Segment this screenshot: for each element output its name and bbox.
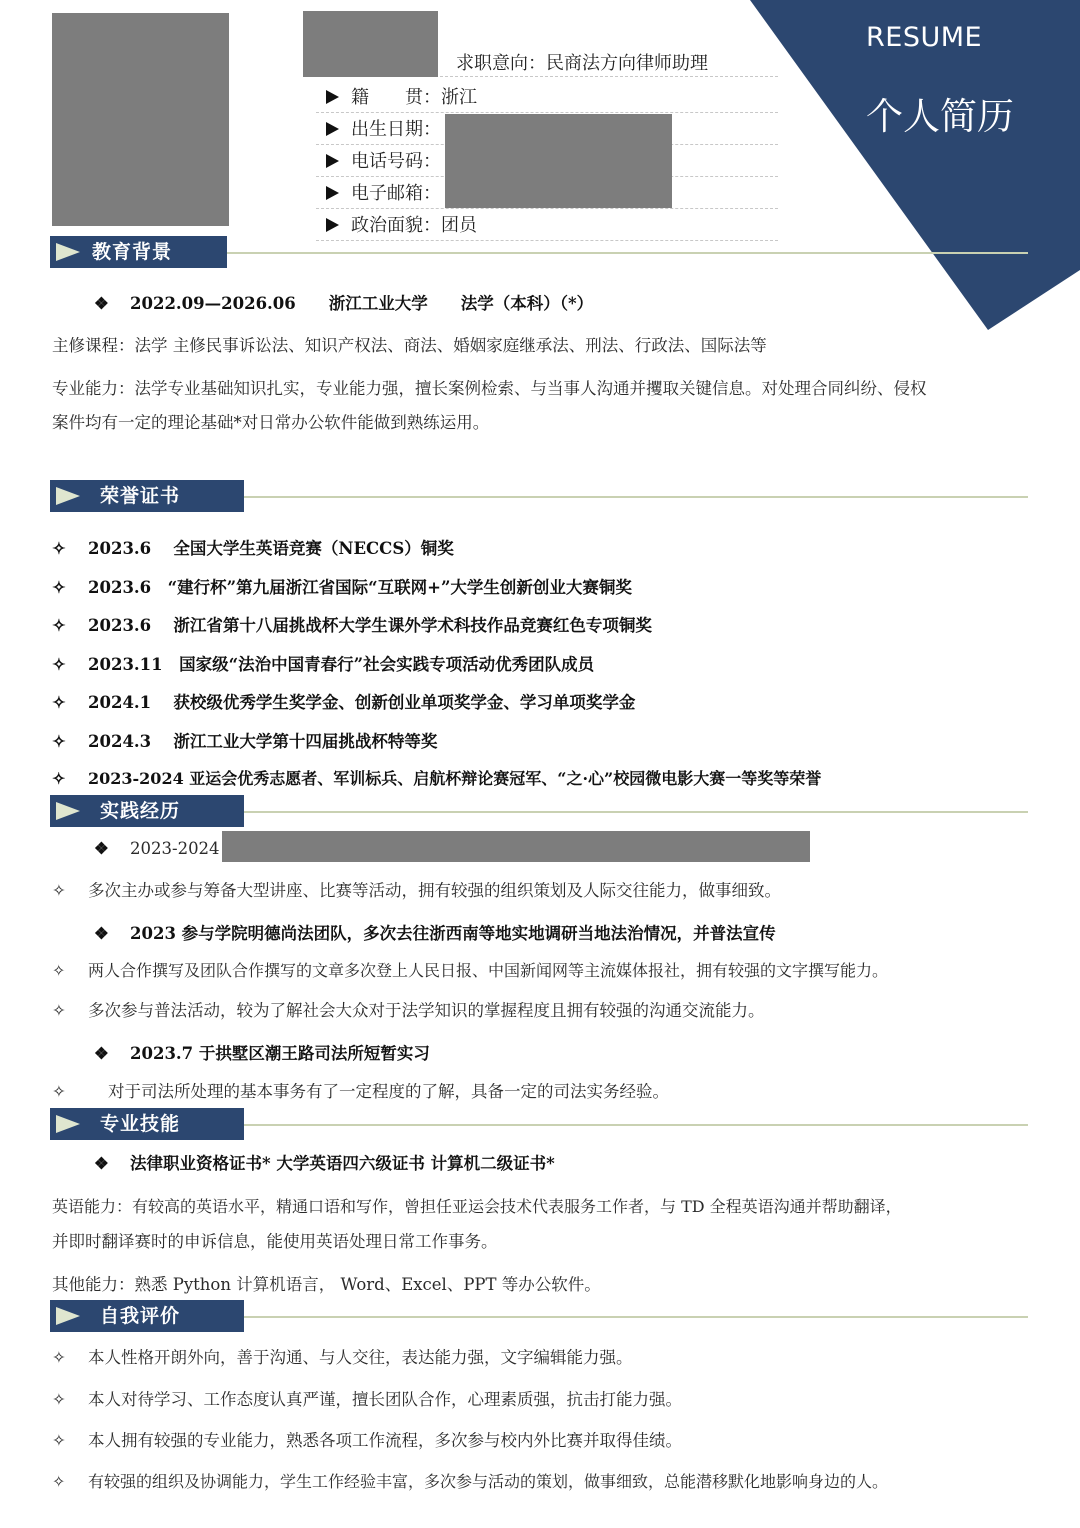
arrow-bullet-icon [326,122,339,136]
section-header-honors [50,480,1050,512]
hollow-star-bullet-icon: ✧ [52,769,66,788]
skills-certificates: ❖ 法律职业资格证书* 大学英语四六级证书 计算机二级证书* [94,1154,555,1173]
education-courses: 主修课程：法学 主修民事诉讼法、知识产权法、商法、婚姻家庭继承法、刑法、行政法、国际法等 [52,336,767,355]
honor-item: ✧ 2023.11 国家级“法治中国青春行”社会实践专项活动优秀团队成员 [52,655,595,674]
section-header-practice [50,795,1050,827]
self-evaluation-item: ✧ 有较强的组织及协调能力，学生工作经验丰富，多次参与活动的策划，做事细致，总能潜移默化地影响身边的人。 [52,1472,889,1491]
triangle-icon [56,243,80,261]
contact-info-redacted [445,114,672,208]
resume-title-cn: 个人简历 [866,95,1014,138]
section-title: 荣誉证书 [100,485,181,507]
honor-item: ✧ 2023-2024 亚运会优秀志愿者、军训标兵、启航杯辩论赛冠军、“之·心”校园微电影大赛一等奖等荣誉 [52,769,822,788]
arrow-bullet-icon [326,218,339,232]
hollow-star-bullet-icon: ✧ [52,1472,66,1491]
divider [316,112,778,113]
hollow-star-bullet-icon: ✧ [52,539,66,558]
triangle-icon [56,1115,80,1133]
honor-item: ✧ 2024.1 获校级优秀学生奖学金、创新创业单项奖学金、学习单项奖学金 [52,693,636,712]
diamond-bullet-icon: ❖ [94,294,109,313]
section-title: 自我评价 [100,1305,181,1327]
triangle-icon [56,802,80,820]
diamond-bullet-icon: ❖ [94,1044,109,1063]
section-title: 专业技能 [100,1113,181,1135]
diamond-bullet-icon: ❖ [94,1154,109,1173]
education-entry: ❖ 2022.09—2026.06 浙江工业大学 法学（本科）（*） [94,294,594,313]
triangle-icon [56,487,80,505]
education-ability-line-2: 案件均有一定的理论基础*对日常办公软件能做到熟练运用。 [52,413,490,432]
honor-item: ✧ 2023.6 全国大学生英语竞赛（NECCS）铜奖 [52,539,454,558]
section-divider [244,496,1028,498]
practice-heading: ❖ 2023 参与学院明德尚法团队，多次去往浙西南等地实地调研当地法治情况，并普法宣传 [94,924,776,943]
info-row-political-status: 政治面貌：团员 [326,213,477,239]
diamond-bullet-icon: ❖ [94,839,109,858]
practice-item: ✧ 对于司法所处理的基本事务有了一定程度的了解，具备一定的司法实务经验。 [52,1082,669,1101]
self-evaluation-item: ✧ 本人拥有较强的专业能力，熟悉各项工作流程，多次参与校内外比赛并取得佳绩。 [52,1431,682,1450]
education-ability-line-1: 专业能力：法学专业基础知识扎实，专业能力强，擅长案例检索、与当事人沟通并攫取关键信息。对处理合同纠纷、侵权 [52,379,927,398]
skills-english-line-1: 英语能力：有较高的英语水平，精通口语和写作，曾担任亚运会技术代表服务工作者，与 TD 全程英语沟通并帮助翻译， [52,1197,902,1216]
section-title: 实践经历 [100,800,181,822]
hollow-star-bullet-icon: ✧ [52,1082,66,1101]
hollow-star-bullet-icon: ✧ [52,1001,66,1020]
hollow-star-bullet-icon: ✧ [52,655,66,674]
resume-title-en: RESUME [866,22,983,53]
honor-item: ✧ 2023.6 “建行杯”第九届浙江省国际“互联网+”大学生创新创业大赛铜奖 [52,578,632,597]
section-header-education [50,236,1050,268]
section-title: 教育背景 [92,241,173,263]
divider [440,76,778,77]
practice-item: ✧ 多次参与普法活动，较为了解社会大众对于法学知识的掌握程度且拥有较强的沟通交流能力。 [52,1001,765,1020]
hollow-star-bullet-icon: ✧ [52,732,66,751]
divider [316,208,778,209]
section-divider [244,811,1028,813]
practice-item: ✧ 两人合作撰写及团队合作撰写的文章多次登上人民日报、中国新闻网等主流媒体报社，拥有较强的文字撰写能力。 [52,961,889,980]
organization-redacted [222,831,810,862]
hollow-star-bullet-icon: ✧ [52,1348,66,1367]
skills-english-line-2: 并即时翻译赛时的申诉信息，能使用英语处理日常工作事务。 [52,1232,498,1251]
info-row-phone: 电话号码： [326,149,441,175]
honor-item: ✧ 2024.3 浙江工业大学第十四届挑战杯特等奖 [52,732,438,751]
section-divider [244,1124,1028,1126]
practice-item: ✧ 多次主办或参与筹备大型讲座、比赛等活动，拥有较强的组织策划及人际交往能力，做事细致。 [52,881,781,900]
section-divider [244,1316,1028,1318]
hollow-star-bullet-icon: ✧ [52,1390,66,1409]
hollow-star-bullet-icon: ✧ [52,881,66,900]
info-row-birthdate: 出生日期： [326,117,441,143]
hollow-star-bullet-icon: ✧ [52,693,66,712]
info-row-email: 电子邮箱： [326,181,441,207]
arrow-bullet-icon [326,90,339,104]
practice-heading: ❖ 2023-2024 [94,839,220,858]
hollow-star-bullet-icon: ✧ [52,961,66,980]
section-header-skills [50,1108,1050,1140]
name-redacted [303,11,438,77]
info-row-hometown: 籍 贯：浙江 [326,85,477,111]
honor-item: ✧ 2023.6 浙江省第十八届挑战杯大学生课外学术科技作品竞赛红色专项铜奖 [52,616,652,635]
triangle-icon [56,1307,80,1325]
arrow-bullet-icon [326,186,339,200]
self-evaluation-item: ✧ 本人性格开朗外向，善于沟通、与人交往，表达能力强，文字编辑能力强。 [52,1348,633,1367]
section-divider [227,252,1028,254]
diamond-bullet-icon: ❖ [94,924,109,943]
hollow-star-bullet-icon: ✧ [52,616,66,635]
section-header-self-evaluation [50,1300,1050,1332]
skills-other: 其他能力：熟悉 Python 计算机语言， Word、Excel、PPT 等办公软件。 [52,1275,601,1294]
self-evaluation-item: ✧ 本人对待学习、工作态度认真严谨，擅长团队合作，心理素质强，抗击打能力强。 [52,1390,682,1409]
photo-redacted [52,13,229,226]
hollow-star-bullet-icon: ✧ [52,1431,66,1450]
job-intention: 求职意向：民商法方向律师助理 [456,53,708,74]
arrow-bullet-icon [326,154,339,168]
hollow-star-bullet-icon: ✧ [52,578,66,597]
practice-heading: ❖ 2023.7 于拱墅区潮王路司法所短暂实习 [94,1044,430,1063]
